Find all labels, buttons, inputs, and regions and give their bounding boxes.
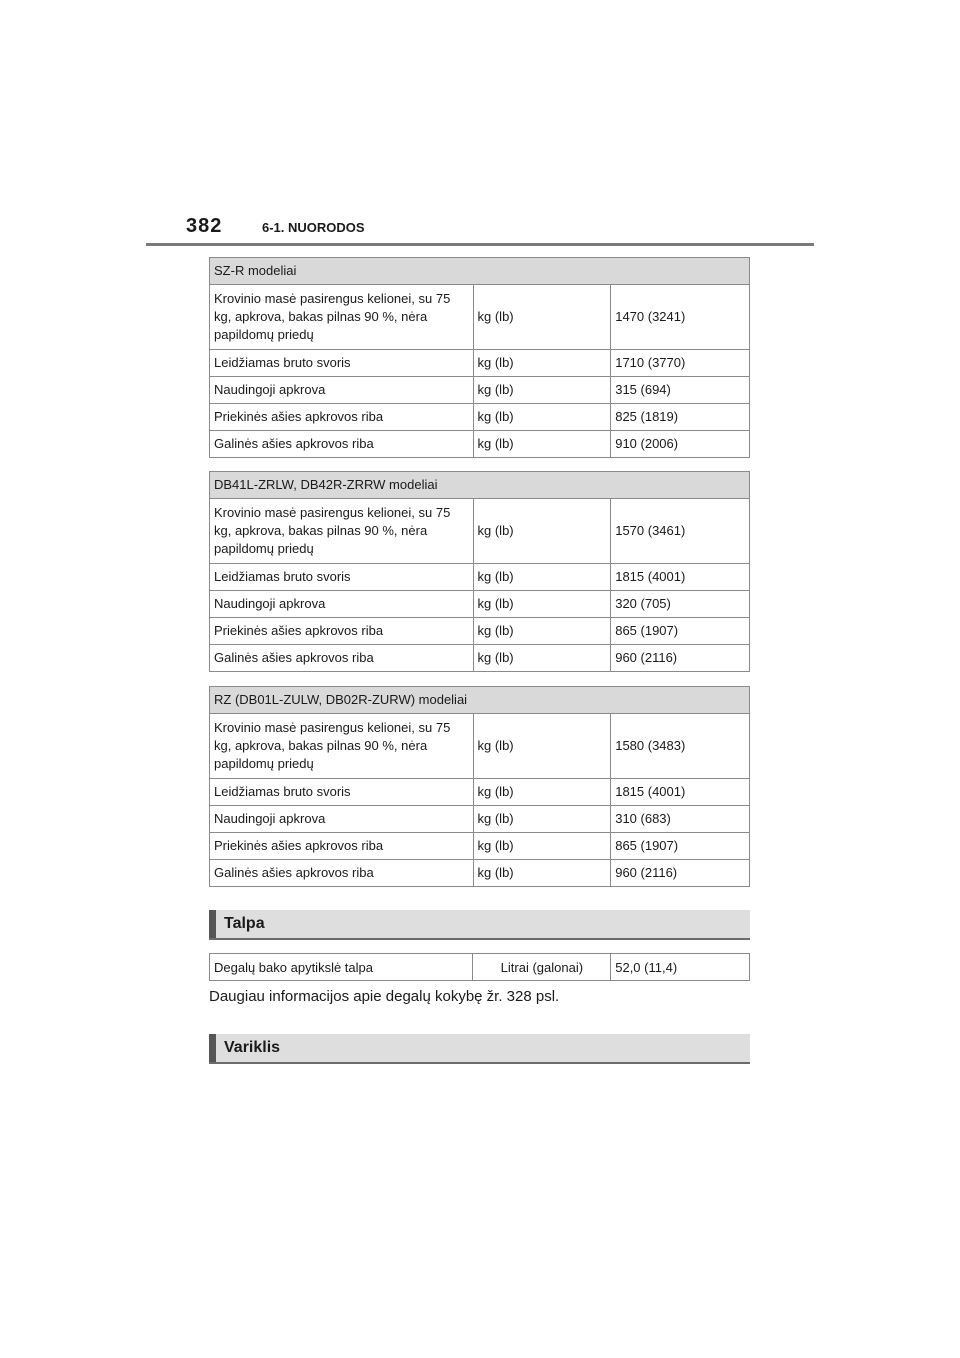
fuel-quality-note: Daugiau informacijos apie degalų kokybę žr. 328 psl. [209, 988, 560, 1005]
table-row [210, 404, 750, 431]
heading-accent [209, 910, 216, 938]
row-unit: kg (lb) [473, 564, 611, 591]
table-row [210, 618, 750, 645]
row-unit: kg (lb) [473, 779, 611, 806]
row-unit: kg (lb) [473, 350, 611, 377]
row-unit: kg (lb) [473, 377, 611, 404]
heading-accent [209, 1034, 216, 1062]
row-value: 865 (1907) [611, 618, 750, 645]
row-label: Leidžiamas bruto svoris [210, 564, 474, 591]
row-value: 1815 (4001) [611, 779, 750, 806]
row-unit: kg (lb) [473, 645, 611, 672]
row-unit: kg (lb) [473, 833, 611, 860]
row-label: Naudingoji apkrova [210, 806, 474, 833]
row-unit: kg (lb) [473, 860, 611, 887]
engine-heading [209, 1034, 750, 1064]
row-value: 1815 (4001) [611, 564, 750, 591]
row-label: Galinės ašies apkrovos riba [210, 645, 474, 672]
row-label: Galinės ašies apkrovos riba [210, 431, 474, 458]
table-title: RZ (DB01L-ZULW, DB02R-ZURW) modeliai [210, 687, 750, 714]
table-title: SZ-R modeliai [210, 258, 750, 285]
row-unit: kg (lb) [473, 591, 611, 618]
table-row [210, 806, 750, 833]
table-row [210, 499, 750, 564]
spec-table-db4x [209, 471, 750, 672]
row-value: 320 (705) [611, 591, 750, 618]
row-label: Degalų bako apytikslė talpa [210, 954, 473, 981]
table-row [210, 714, 750, 779]
row-value: 960 (2116) [611, 645, 750, 672]
row-label: Krovinio masė pasirengus kelionei, su 75 kg, apkrova, bakas pilnas 90 %, nėra papildomų priedų [210, 714, 474, 779]
row-unit: kg (lb) [473, 285, 611, 350]
row-value: 1710 (3770) [611, 350, 750, 377]
row-label: Naudingoji apkrova [210, 377, 474, 404]
row-label: Krovinio masė pasirengus kelionei, su 75 kg, apkrova, bakas pilnas 90 %, nėra papildomų priedų [210, 499, 474, 564]
row-value: 825 (1819) [611, 404, 750, 431]
row-value: 960 (2116) [611, 860, 750, 887]
spec-table-sz-r [209, 257, 750, 458]
row-label: Leidžiamas bruto svoris [210, 779, 474, 806]
section-title: 6-1. NUORODOS [262, 220, 365, 235]
row-unit: kg (lb) [473, 499, 611, 564]
table-row [210, 954, 750, 981]
row-value: 1470 (3241) [611, 285, 750, 350]
spec-table-rz [209, 686, 750, 887]
row-value: 315 (694) [611, 377, 750, 404]
table-row [210, 285, 750, 350]
row-value: 310 (683) [611, 806, 750, 833]
table-row [210, 645, 750, 672]
table-title: DB41L-ZRLW, DB42R-ZRRW modeliai [210, 472, 750, 499]
table-row [210, 431, 750, 458]
row-label: Galinės ašies apkrovos riba [210, 860, 474, 887]
row-value: 1570 (3461) [611, 499, 750, 564]
table-row [210, 833, 750, 860]
row-unit: kg (lb) [473, 714, 611, 779]
capacity-heading [209, 910, 750, 940]
row-unit: kg (lb) [473, 806, 611, 833]
header-rule [146, 243, 814, 246]
row-value: 910 (2006) [611, 431, 750, 458]
row-value: 865 (1907) [611, 833, 750, 860]
row-unit: kg (lb) [473, 431, 611, 458]
table-row [210, 377, 750, 404]
engine-heading-label: Variklis [224, 1039, 281, 1056]
capacity-heading-label: Talpa [224, 915, 265, 932]
row-label: Priekinės ašies apkrovos riba [210, 618, 474, 645]
row-label: Naudingoji apkrova [210, 591, 474, 618]
row-unit: kg (lb) [473, 618, 611, 645]
row-unit: Litrai (galonai) [473, 954, 611, 981]
table-row [210, 591, 750, 618]
table-row [210, 860, 750, 887]
table-row [210, 564, 750, 591]
row-label: Priekinės ašies apkrovos riba [210, 404, 474, 431]
row-label: Priekinės ašies apkrovos riba [210, 833, 474, 860]
row-label: Krovinio masė pasirengus kelionei, su 75 kg, apkrova, bakas pilnas 90 %, nėra papildomų priedų [210, 285, 474, 350]
capacity-table [209, 953, 750, 981]
table-row [210, 350, 750, 377]
row-value: 1580 (3483) [611, 714, 750, 779]
page-number: 382 [186, 215, 223, 237]
row-unit: kg (lb) [473, 404, 611, 431]
row-value: 52,0 (11,4) [611, 954, 750, 981]
table-row [210, 779, 750, 806]
row-label: Leidžiamas bruto svoris [210, 350, 474, 377]
